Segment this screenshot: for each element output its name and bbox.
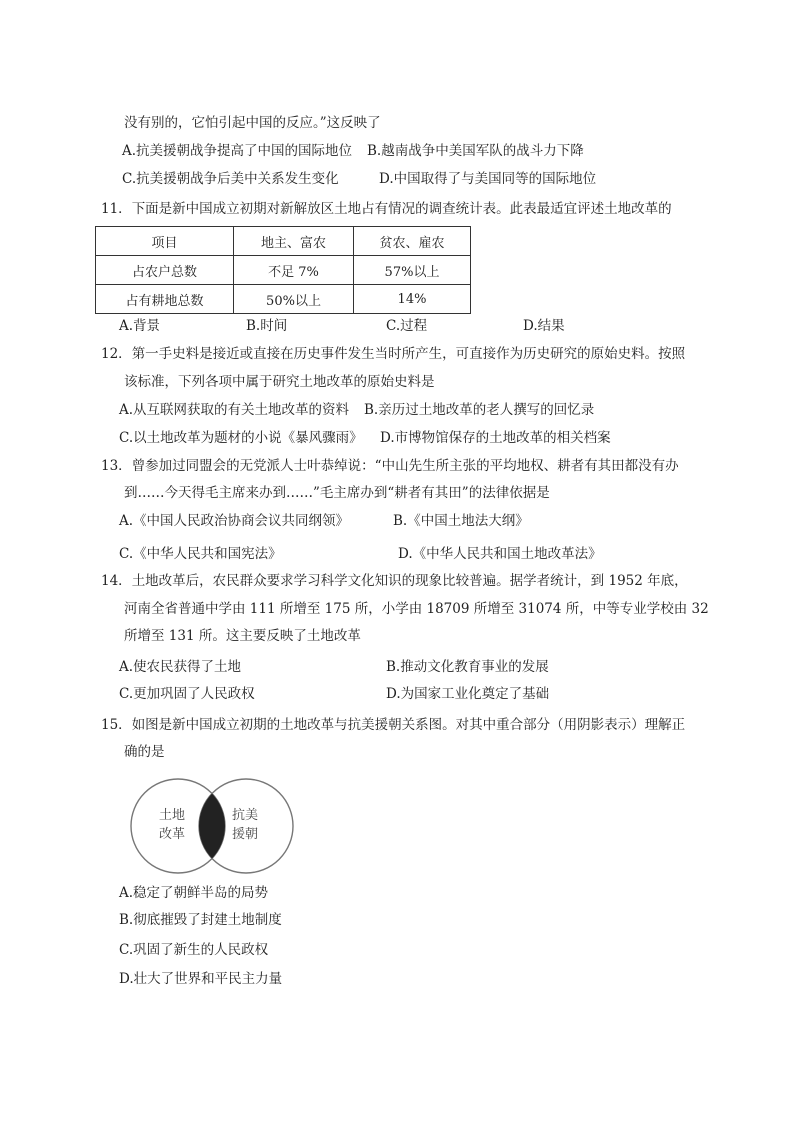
- table-cell: 占有耕地总数: [96, 285, 234, 314]
- q15-stem-line2: 确的是: [124, 744, 165, 760]
- venn-diagram: [128, 776, 298, 876]
- table-header-row: [96, 227, 471, 256]
- q13-stem-text: 曾参加过同盟会的无党派人士叶恭绰说：“中山先生所主张的平均地权、耕者有其田都没有办: [131, 458, 679, 474]
- q15-option-c[interactable]: C.巩固了新生的人民政权: [119, 942, 269, 958]
- q13-number: 13．: [101, 458, 132, 474]
- table-cell: 50%以上: [234, 285, 354, 314]
- q11-option-c[interactable]: C.过程: [386, 318, 428, 334]
- q15-option-b[interactable]: B.彻底摧毁了封建土地制度: [119, 912, 282, 928]
- q10-stem-cont: 没有别的，它怕引起中国的反应。”这反映了: [124, 115, 381, 131]
- table-cell: 14%: [354, 285, 471, 314]
- table-header-item: 项目: [96, 227, 234, 256]
- table-cell: 不足 7%: [234, 256, 354, 285]
- q12-stem-line1: [101, 344, 685, 364]
- q12-option-c[interactable]: C.以土地改革为题材的小说《暴风骤雨》: [119, 430, 363, 446]
- q12-number: 12．: [101, 346, 132, 362]
- q15-stem-line1: [101, 715, 685, 735]
- q14-option-a[interactable]: A.使农民获得了土地: [119, 659, 242, 675]
- q11-number: 11．: [101, 201, 132, 217]
- q13-option-b[interactable]: B.《中国土地法大纲》: [393, 513, 529, 529]
- q14-stem-line3: 所增至 131 所。这主要反映了土地改革: [124, 628, 361, 644]
- q13-stem-line1: [101, 456, 679, 476]
- q11-option-a[interactable]: A.背景: [119, 318, 161, 334]
- q15-option-a[interactable]: A.稳定了朝鲜半岛的局势: [119, 885, 269, 901]
- q11-stem: [101, 199, 672, 219]
- table-row: [96, 285, 471, 314]
- venn-left-label-1: 土地: [159, 808, 186, 823]
- q14-option-d[interactable]: D.为国家工业化奠定了基础: [386, 686, 550, 702]
- q10-option-d[interactable]: D.中国取得了与美国同等的国际地位: [379, 171, 597, 187]
- q11-option-b[interactable]: B.时间: [246, 318, 288, 334]
- venn-right-label-1: 抗美: [232, 808, 259, 823]
- q12-stem-line2: 该标准，下列各项中属于研究土地改革的原始史料是: [124, 374, 435, 390]
- q12-option-d[interactable]: D.市博物馆保存的土地改革的相关档案: [380, 430, 611, 446]
- q15-option-d[interactable]: D.壮大了世界和平民主力量: [119, 971, 283, 987]
- q14-option-b[interactable]: B.推动文化教育事业的发展: [386, 659, 549, 675]
- land-survey-table: [95, 226, 471, 314]
- q10-option-b[interactable]: B.越南战争中美国军队的战斗力下降: [367, 143, 584, 159]
- table-header-peasant: 贫农、雇农: [354, 227, 471, 256]
- q13-option-d[interactable]: D.《中华人民共和国土地改革法》: [398, 546, 602, 562]
- q10-option-c[interactable]: C.抗美援朝战争后美中关系发生变化: [122, 171, 339, 187]
- venn-left-label-2: 改革: [159, 827, 186, 842]
- q13-option-a[interactable]: A.《中国人民政治协商会议共同纲领》: [119, 513, 350, 529]
- table-header-landlord: 地主、富农: [234, 227, 354, 256]
- q12-stem-text: 第一手史料是接近或直接在历史事件发生当时所产生，可直接作为历史研究的原始史料。按照: [131, 346, 686, 362]
- table-row: [96, 256, 471, 285]
- q13-stem-line2: 到……今天得毛主席来办到……”毛主席办到“耕者有其田”的法律依据是: [124, 485, 550, 501]
- q11-stem-text: 下面是新中国成立初期对新解放区土地占有情况的调查统计表。此表最适宜评述土地改革的: [131, 201, 672, 217]
- q15-stem-text: 如图是新中国成立初期的土地改革与抗美援朝关系图。对其中重合部分（用阴影表示）理解正: [131, 717, 686, 733]
- q15-number: 15．: [101, 717, 132, 733]
- q13-option-c[interactable]: C.《中华人民共和国宪法》: [119, 546, 282, 562]
- q14-stem-line2: 河南全省普通中学由 111 所增至 175 所，小学由 18709 所增至 31074 所，中等专业学校由 32: [124, 601, 709, 617]
- table-cell: 占农户总数: [96, 256, 234, 285]
- q10-option-a[interactable]: A.抗美援朝战争提高了中国的国际地位: [122, 143, 353, 159]
- q11-option-d[interactable]: D.结果: [523, 318, 565, 334]
- q14-number: 14．: [101, 573, 132, 589]
- q14-stem-text: 土地改革后，农民群众要求学习科学文化知识的现象比较普遍。据学者统计，到 1952 年底，: [131, 573, 688, 589]
- q14-option-c[interactable]: C.更加巩固了人民政权: [119, 686, 255, 702]
- q14-stem-line1: [101, 571, 688, 591]
- q12-option-b[interactable]: B.亲历过土地改革的老人撰写的回忆录: [364, 402, 595, 418]
- venn-right-label-2: 援朝: [232, 827, 259, 842]
- q12-option-a[interactable]: A.从互联网获取的有关土地改革的资料: [119, 402, 350, 418]
- table-cell: 57%以上: [354, 256, 471, 285]
